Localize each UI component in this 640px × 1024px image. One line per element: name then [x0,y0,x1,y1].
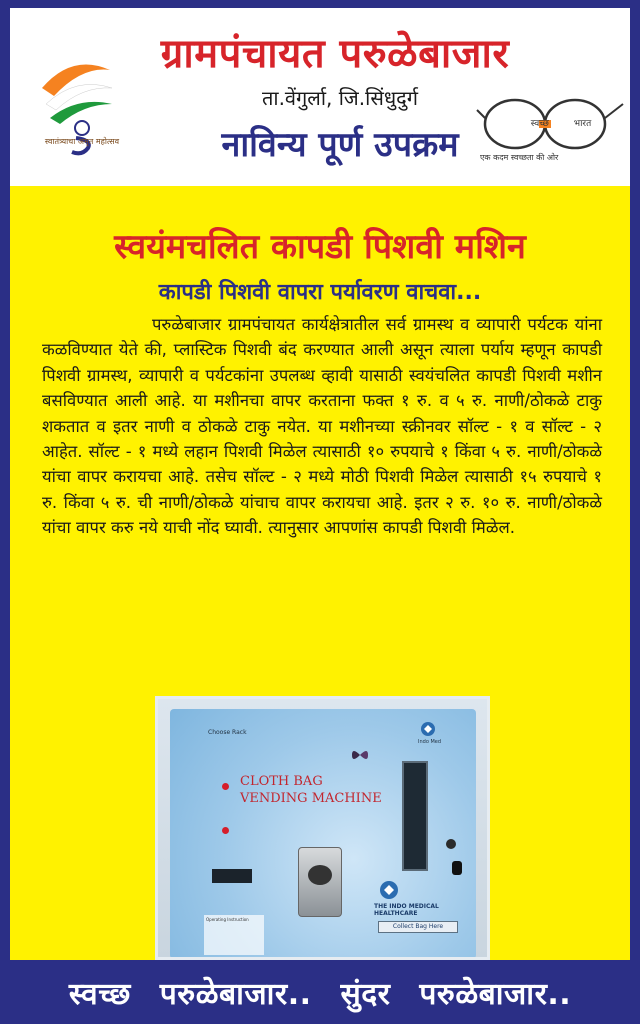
lock-icon [446,839,456,849]
machine-photo [155,696,490,960]
butterfly-icon [350,747,370,763]
bag-window [402,761,428,871]
tagline: नाविन्य पूर्ण उपक्रम [221,125,459,165]
left-logo-caption: स्वातंत्र्याचा अमृत महोत्सव [44,137,120,146]
footer-slogan: स्वच्छ परुळेबाजार.. सुंदर परुळेबाजार.. [68,977,572,1012]
rack-button-1 [222,783,229,790]
page-title: ग्रामपंचायत परुळेबाजार [160,31,510,77]
collect-bag-label: Collect Bag Here [378,921,458,933]
company-name: THE INDO MEDICAL HEALTHCARE [374,903,439,917]
key-icon [452,861,462,875]
brand-name: Indo Med [418,739,442,745]
subheadline: कापडी पिशवी वापरा पर्यावरण वाचवा... [158,280,482,305]
main-panel [10,186,630,960]
machine-title-line2: VENDING MACHINE [240,791,382,806]
operating-instructions: Operating Instruction [204,915,264,955]
machine-panel [170,709,476,959]
azadi-ka-amrit-mahotsav-logo-icon [32,48,122,168]
rack-button-2 [222,827,229,834]
footer [0,960,640,1024]
headline: स्वयंमचलित कापडी पिशवी मशिन [114,227,526,267]
machine-title-line1: CLOTH BAG [240,774,323,789]
coin-slot [308,865,332,885]
swachh-logo-text: स्वच्छ भारत [530,119,592,129]
header [10,8,630,186]
choose-rack-label: Choose Rack [208,729,247,736]
machine-display [212,869,252,883]
swachh-tagline: एक कदम स्वच्छता की ओर [480,153,559,162]
location-text: ता.वेंगुर्ला, जि.सिंधुदुर्ग [261,86,419,110]
company-logo-icon [378,879,400,901]
machine-title [240,773,382,807]
body-text: परुळेबाजार ग्रामपंचायत कार्यक्षेत्रातील सर्व ग्रामस्थ व व्यापारी पर्यटक यांना कळविण्यात येते की, प्लास्टिक पिशवी बंद करण्यात आली असून त्याला पर्याय म्हणून कापडी पिशवी ग्रामस्थ, व्यापारी व पर्यटकांना उपलब्ध व्हावी यासाठी स्वयंचलित कापडी पिशवी मशीन बसविण्यात आली आहे. या मशीनचा वापर करताना फक्त १ रु. व ५ रु. नाणी/ठोकळे टाकु शकतात व इतर नाणी व ठोकळे टाकु नयेत. या मशीनच्या स्क्रीनवर सॉल्ट - १ व सॉल्ट - २ आहेत. सॉल्ट - १ मध्ये लहान पिशवी मिळेल त्यासाठी १० रुपयाचे १ किंवा ५ रु. नाणी/ठोकळे यांचा वापर करायचा आहे. तसेच सॉल्ट - २ मध्ये मोठी पिशवी मिळेल त्यासाठी १५ रुपयाचे १ रु. किंवा ५ रु. ची नाणी/ठोकळे यांचाच वापर करायचा आहे. इतर २ रु. १० रु. नाणी/ठोकळे यांचा वापर करु नये याची नोंद घ्यावी. त्यानुसार आपणांस कापडी पिशवी मिळेल. [42,315,602,538]
